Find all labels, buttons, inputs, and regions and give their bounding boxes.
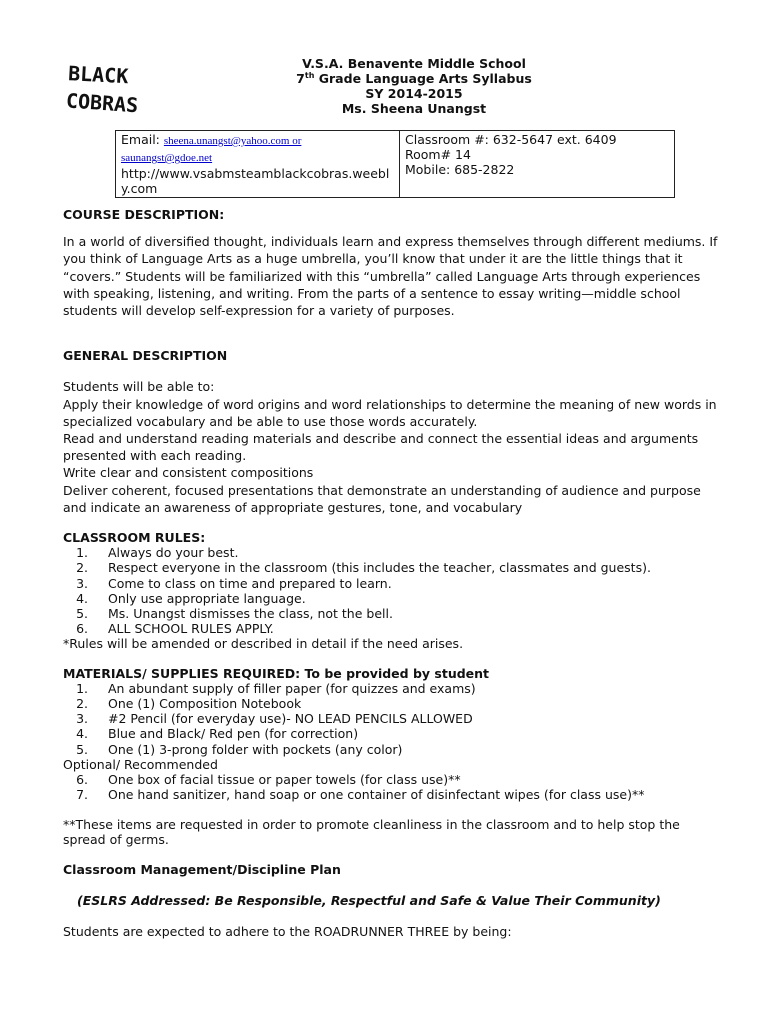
rules-list (63, 545, 725, 636)
contact-left-cell (116, 131, 400, 198)
optional-label: Optional/ Recommended (63, 756, 218, 772)
school-year: SY 2014-2015 (365, 86, 463, 101)
expectation-text: Students are expected to adhere to the ROADRUNNER THREE by being: (63, 924, 512, 940)
list-item: 1. An abundant supply of filler paper (for quizzes and exams) (76, 680, 476, 696)
general-item: Read and understand reading materials and describe and connect the essential ideas and arguments presented with each reading. (63, 431, 699, 464)
list-item: 7. One hand sanitizer, hand soap or one container of disinfectant wipes (for class use)** (76, 787, 645, 803)
materials-note: **These items are requested in order to promote cleanliness in the classroom and to help stop the spread of germs. (63, 816, 680, 847)
course-title: 7th Grade Language Arts Syllabus (296, 70, 532, 86)
general-item: Deliver coherent, focused presentations that demonstrate an understanding of audience and purpose and indicate an awareness of appropriate gestures, tone, and vocabulary (63, 482, 701, 515)
general-item: Write clear and consistent compositions (63, 465, 314, 481)
document-header (290, 56, 538, 116)
list-item: 2. One (1) Composition Notebook (76, 696, 302, 712)
materials-heading: MATERIALS/ SUPPLIES REQUIRED: To be provided by student (63, 665, 490, 681)
room-number: Room# 14 (405, 147, 471, 162)
contact-table (115, 130, 675, 198)
management-heading: Classroom Management/Discipline Plan (63, 861, 341, 877)
general-intro: Students will be able to: (63, 379, 215, 395)
svg-text:COBRAS: COBRAS (65, 88, 140, 118)
list-item: 2. Respect everyone in the classroom (this includes the teacher, classmates and guests). (76, 560, 651, 576)
course-description-heading: COURSE DESCRIPTION: (63, 207, 225, 222)
classroom-phone: Classroom #: 632-5647 ext. 6409 (405, 132, 617, 147)
rules-heading: CLASSROOM RULES: (63, 530, 206, 546)
email-label: Email: (121, 132, 164, 147)
list-item: 6. One box of facial tissue or paper towels (for class use)** (76, 772, 461, 788)
list-item: 5. One (1) 3-prong folder with pockets (any color) (76, 741, 403, 757)
optional-list (63, 772, 725, 802)
course-description-text: In a world of diversified thought, individuals learn and express themselves through different mediums. If you think of Language Arts as a huge umbrella, you’ll know that under it are the little things that it “covers.” Students will be familiarized with this “umbrella” called Language Arts through experiences with speaking, listening, and writing. From the parts of a sentence to essay writing—middle school students will develop self-expression for a variety of purposes. (63, 234, 718, 319)
list-item: 5. Ms. Unangst dismisses the class, not the bell. (76, 606, 393, 622)
eslrs-statement: (ESLRS Addressed: Be Responsible, Respectful and Safe & Value Their Community) (77, 893, 661, 909)
contact-right-cell (400, 131, 675, 198)
svg-text:BLACK: BLACK (67, 61, 129, 89)
mobile-phone: Mobile: 685-2822 (405, 162, 515, 177)
email-link-1[interactable]: sheena.unangst@yahoo.com or (163, 135, 302, 147)
black-cobras-logo (64, 58, 154, 120)
list-item: 4. Blue and Black/ Red pen (for correction) (76, 726, 359, 742)
list-item: 6. ALL SCHOOL RULES APPLY. (76, 621, 274, 637)
website-text: http://www.vsabmsteamblackcobras.weebly.com (121, 166, 390, 196)
list-item: 4. Only use appropriate language. (76, 590, 306, 606)
list-item: 3. #2 Pencil (for everyday use)- NO LEAD PENCILS ALLOWED (76, 711, 473, 727)
syllabus-body (63, 206, 725, 941)
materials-list (63, 681, 725, 757)
teacher-name: Ms. Sheena Unangst (341, 101, 487, 116)
list-item: 3. Come to class on time and prepared to learn. (76, 575, 392, 591)
general-item: Apply their knowledge of word origins and word relationships to determine the meaning of new words in specialized vocabulary and be able to use those words accurately. (63, 396, 717, 429)
school-name: V.S.A. Benavente Middle School (302, 56, 526, 71)
email-link-2[interactable]: saunangst@gdoe.net (121, 152, 213, 164)
general-description-heading: GENERAL DESCRIPTION (63, 348, 228, 364)
list-item: 1. Always do your best. (76, 545, 239, 561)
rules-note: *Rules will be amended or described in detail if the need arises. (63, 636, 464, 652)
